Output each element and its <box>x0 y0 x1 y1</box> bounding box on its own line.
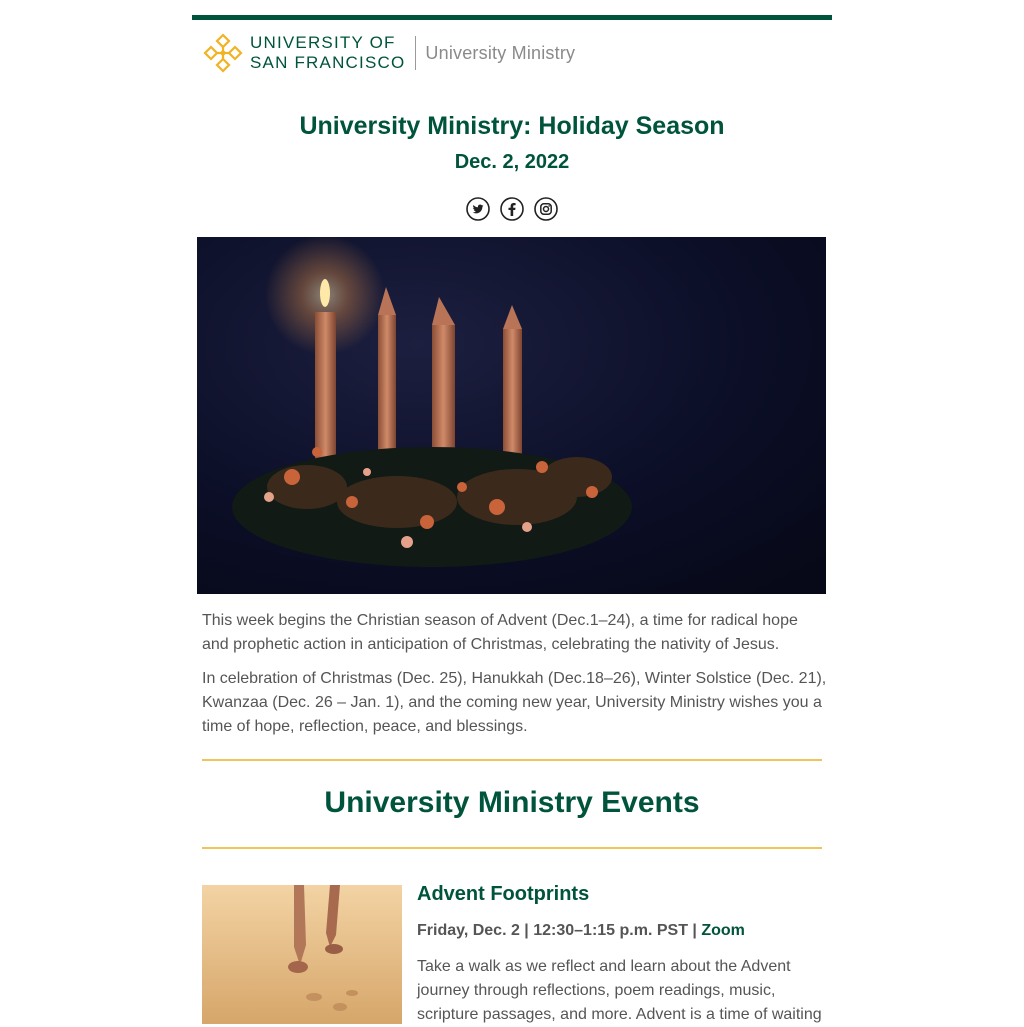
intro-paragraph-2: In celebration of Christmas (Dec. 25), Hanukkah (Dec.18–26), Winter Solstice (Dec. 21), Kwanzaa (Dec. 26 – Jan. 1), and the coming new year, University Ministry wishes you a time of hope, reflection, peace, and blessings. <box>202 670 827 735</box>
social-links <box>192 197 832 221</box>
facebook-icon[interactable] <box>500 197 524 221</box>
ministry-name: University Ministry <box>425 42 576 63</box>
events-heading: University Ministry Events <box>324 786 700 819</box>
logo-line-1: UNIVERSITY OF <box>250 33 396 52</box>
twitter-icon[interactable] <box>466 197 490 221</box>
instagram-icon[interactable] <box>534 197 558 221</box>
logo-divider <box>415 36 416 70</box>
usf-logo[interactable] <box>202 30 575 76</box>
page-title: University Ministry: Holiday Season <box>299 112 725 140</box>
top-bar <box>192 15 832 20</box>
issue-date: Dec. 2, 2022 <box>454 151 570 173</box>
event-meta <box>417 922 745 940</box>
event-image-footprints[interactable] <box>202 885 402 1024</box>
logo-line-2: SAN FRANCISCO <box>250 53 406 72</box>
divider-bottom <box>202 847 822 849</box>
advent-wreath-image <box>197 237 826 594</box>
event-when: Friday, Dec. 2 | 12:30–1:15 p.m. PST | <box>417 922 702 939</box>
event-zoom-link[interactable]: Zoom <box>701 922 745 939</box>
email-container <box>192 0 832 1024</box>
usf-logo-mark-icon <box>202 32 244 74</box>
event-description: Take a walk as we reflect and learn about the Advent journey through reflections, poem readings, music, scripture passages, and more. Advent is a time of waiting <box>417 958 822 1023</box>
event-title[interactable]: Advent Footprints <box>417 883 590 905</box>
divider-top <box>202 759 822 761</box>
intro-paragraph-1: This week begins the Christian season of Advent (Dec.1–24), a time for radical hope and prophetic action in anticipation of Christmas, celebrating the nativity of Jesus. <box>202 612 798 653</box>
